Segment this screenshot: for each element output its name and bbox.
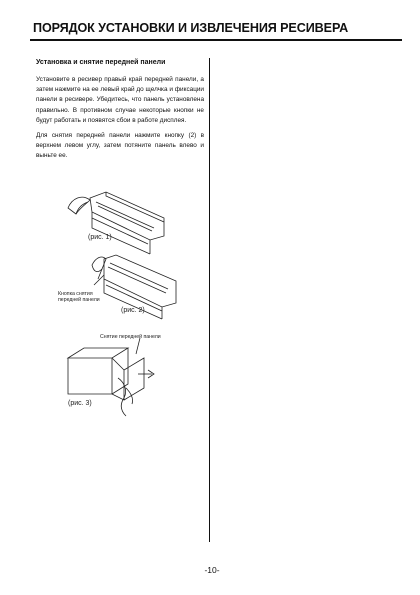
figure-1 [66,188,176,250]
page-title: ПОРЯДОК УСТАНОВКИ И ИЗВЛЕЧЕНИЯ РЕСИВЕРА [33,21,349,35]
text-column [36,58,204,167]
figure-2-illustration [58,253,178,319]
section-heading: Установка и снятие передней панели [36,59,166,66]
figure-2-label: Кнопка снятия передней панели [58,291,100,304]
figure-3-caption: (рис. 3) [68,400,92,407]
figure-1-illustration [66,188,176,250]
page-number: -10- [204,565,220,575]
paragraph-remove: Для снятия передней панели нажмите кнопку (2) в верхнем левом углу, затем потяните панель влево и выньте ее. [36,132,204,160]
figure-2-caption: (рис. 2) [121,307,145,314]
paragraph-install: Установите в ресивер правый край передней панели, а затем нажмите на ее левый край до щелчка и фиксации панели в ресивере. Убедитесь, что панель установлена правильно. В противном случае некоторые кнопки не будут работать и появятся сбои в работе дисплея. [36,76,204,124]
figure-2 [58,253,178,319]
header-rule [30,39,402,41]
figure-1-caption: (рис. 1) [88,234,112,241]
page-header [30,20,402,40]
figure-3 [66,328,176,420]
column-divider [209,58,210,542]
figure-3-label: Снятие передней панели [100,334,161,340]
